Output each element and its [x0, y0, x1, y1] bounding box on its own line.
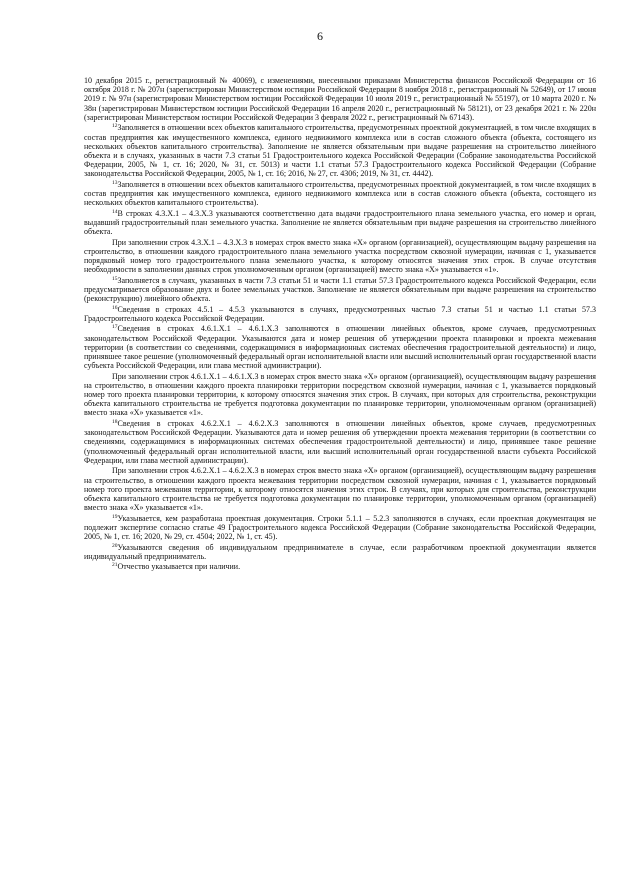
paragraph-text: Указываются сведения об индивидуальном предпринимателе в случае, если разработчиком проектной документации является индивидуальный предприниматель.: [84, 542, 596, 561]
paragraph-text: 10 декабря 2015 г., регистрационный № 40069), с изменениями, внесенными приказами Министерства финансов Российской Федерации от 16 октября 2018 г. № 207н (зарегистрирован Министерством юстиции Российской Федерации 8 ноября 2018 г., регистрационный № 52649), от 17 июня 2019 г. № 97н (зарегистрирован Министерством юстиции Российской Федерации 10 июля 2019 г., регистрационный № 55197), от 10 марта 2020 г. № 38н (зарегистрирован Министерством юстиции Российской Федерации 16 апреля 2020 г., регистрационный № 58121), от 23 декабря 2021 г. № 220н (зарегистрирован Министерством юстиции Российской Федерации 3 февраля 2022 г., регистрационный № 67143).: [84, 76, 596, 122]
footnote-16: [84, 305, 596, 323]
paragraph-text: Сведения в строках 4.6.1.X.1 – 4.6.1.X.3 заполняются в отношении линейных объектов, кроме случаев, предусмотренных законодательством Российской Федерации. Указываются дата и номер решения об утверждении проекта планировки и проекта межевания территории (в соответствии со сведениями, содержащимися в информационных системах обеспечения градостроительной деятельности) и лицо, принявшее такое решение (уполномоченный федеральный орган исполнительной власти или высший исполнительный орган государственной власти субъекта Российской Федерации, или глава местной администрации).: [84, 324, 596, 371]
footnote-marker: 17: [112, 324, 118, 331]
footnote-18: [84, 419, 596, 465]
footnote-20: [84, 543, 596, 561]
footnote-marker: 20: [112, 542, 118, 549]
footnote-marker: 15: [112, 275, 118, 282]
paragraph: [84, 76, 596, 122]
paragraph: [84, 466, 596, 512]
footnote-marker: 14: [112, 208, 118, 215]
paragraph-text: При заполнении строк 4.3.X.1 – 4.3.X.3 в номерах строк вместо знака «X» органом (организацией), осуществляющим выдачу разрешения на строительство, в отношении каждого градостроительного плана земельного участка посредством сквозной нумерации, начиная с 1, указывается порядковый номер того градостроительного плана земельного участка, к которому относятся значения этих строк. В случае отсутствия необходимости в заполнении данных строк уполномоченным органом (организацией) вместо знака «X» указывается «1».: [84, 237, 596, 275]
paragraph-text: Заполняется в отношении всех объектов капитального строительства, предусмотренных проектной документацией, в том числе входящих в состав предприятия как имущественного комплекса, единого недвижимого комплекса или в состав сложного объекта (объекта, состоящего из нескольких объектов капитального строительства). Заполнение не является обязательным при выдаче разрешения на строительство линейного объекта и в случаях, указанных в части 7.3 статьи 51 Градостроительного кодекса Российской Федерации (Собрание законодательства Российской Федерации, 2005, № 1, ст. 16; 2020, № 31, ст. 5013) и части 1.1 статьи 57.3 Градостроительного кодекса Российской Федерации (Собрание законодательства Российской Федерации, 2005, № 1, ст. 16; 2016, № 27, ст. 4306; 2019, № 31, ст. 4442).: [84, 123, 596, 179]
footnote-14: [84, 209, 596, 237]
footnote-marker: 12: [112, 123, 118, 130]
paragraph-text: Отчество указывается при наличии.: [117, 562, 241, 572]
footnote-marker: 18: [112, 418, 118, 425]
paragraph-text: При заполнении строк 4.6.2.X.1 – 4.6.2.X.3 в номерах строк вместо знака «X» органом (организацией), осуществляющим выдачу разрешения на строительство, в отношении каждого проекта межевания территории посредством сквозной нумерации, начиная с 1, указывается порядковый номер того проекта межевания территории, к которому относятся значения этих строк. В случаях, при которых для строительства, реконструкции объекта капитального строительства не требуется подготовка документации по планировке территории, уполномоченным органом (организацией) вместо знака «X» указывается «1».: [84, 466, 596, 513]
paragraph-text: В строках 4.3.X.1 – 4.3.X.3 указываются соответственно дата выдачи градостроительного плана земельного участка, его номер и орган, выдавший градостроительный план земельного участка. Заполнение не является обязательным при выдаче разрешения на строительство линейного объекта.: [84, 208, 596, 237]
footnote-19: [84, 514, 596, 542]
paragraph-text: При заполнении строк 4.6.1.X.1 – 4.6.1.X.3 в номерах строк вместо знака «X» органом (организацией), осуществляющим выдачу разрешения на строительство, в отношении каждого проекта планировки территории посредством сквозной нумерации, начиная с 1, указывается порядковый номер того проекта планировки территории, к которому относятся значения этих строк. В случаях, при которых для строительства, реконструкции объекта капитального строительства не требуется подготовка документации по планировке территории, уполномоченным органом (организацией) вместо знака «X» указывается «1».: [84, 371, 596, 418]
paragraph-text: Заполняется в отношении всех объектов капитального строительства, предусмотренных проектной документацией, в том числе входящих в состав предприятия как имущественного комплекса, единого недвижимого комплекса или в состав сложного объекта (объекта, состоящего из нескольких объектов капитального строительства).: [84, 179, 596, 208]
footnote-marker: 21: [112, 562, 118, 569]
paragraph: [84, 238, 596, 275]
footnote-13: [84, 180, 596, 208]
footnote-15: [84, 276, 596, 304]
page-number: 6: [317, 29, 323, 43]
footnote-21: [84, 562, 596, 571]
paragraph-text: Сведения в строках 4.6.2.X.1 – 4.6.2.X.3 заполняются в отношении линейных объектов, кроме случаев, предусмотренных законодательством Российской Федерации. Указываются дата и номер решения об утверждении проекта межевания территории (в соответствии со сведениями, содержащимися в информационных системах обеспечения градостроительной деятельности) и лицо, принявшее такое решение (уполномоченный федеральный орган исполнительной власти, или высший исполнительный орган государственной власти субъекта Российской Федерации, или глава местной администрации).: [84, 418, 596, 465]
footnote-marker: 16: [112, 304, 118, 311]
footnote-12: [84, 123, 596, 178]
paragraph: [84, 372, 596, 418]
footnote-17: [84, 324, 596, 370]
paragraph-text: Заполняется в случаях, указанных в части 7.3 статьи 51 и части 1.1 статьи 57.3 Градостроительного кодекса Российской Федерации, если предусматривается образование двух и более земельных участков. Заполнение не является обязательным при выдаче разрешения на строительство (реконструкцию) линейного объекта.: [84, 275, 596, 304]
footnote-marker: 13: [112, 179, 118, 186]
footnotes-body: [84, 76, 596, 571]
footnote-marker: 19: [112, 513, 118, 520]
paragraph-text: Указывается, кем разработана проектная документация. Строки 5.1.1 – 5.2.3 заполняются в случаях, если проектная документация не подлежит экспертизе согласно статье 49 Градостроительного кодекса Российской Федерации (Собрание законодательства Российской Федерации, 2005, № 1, ст. 16; 2020, № 29, ст. 4504; 2022, № 1, ст. 45).: [84, 513, 596, 542]
paragraph-text: Сведения в строках 4.5.1 – 4.5.3 указываются в случаях, предусмотренных частью 7.3 статьи 51 и частью 1.1 статьи 57.3 Градостроительного кодекса Российской Федерации.: [84, 304, 596, 323]
